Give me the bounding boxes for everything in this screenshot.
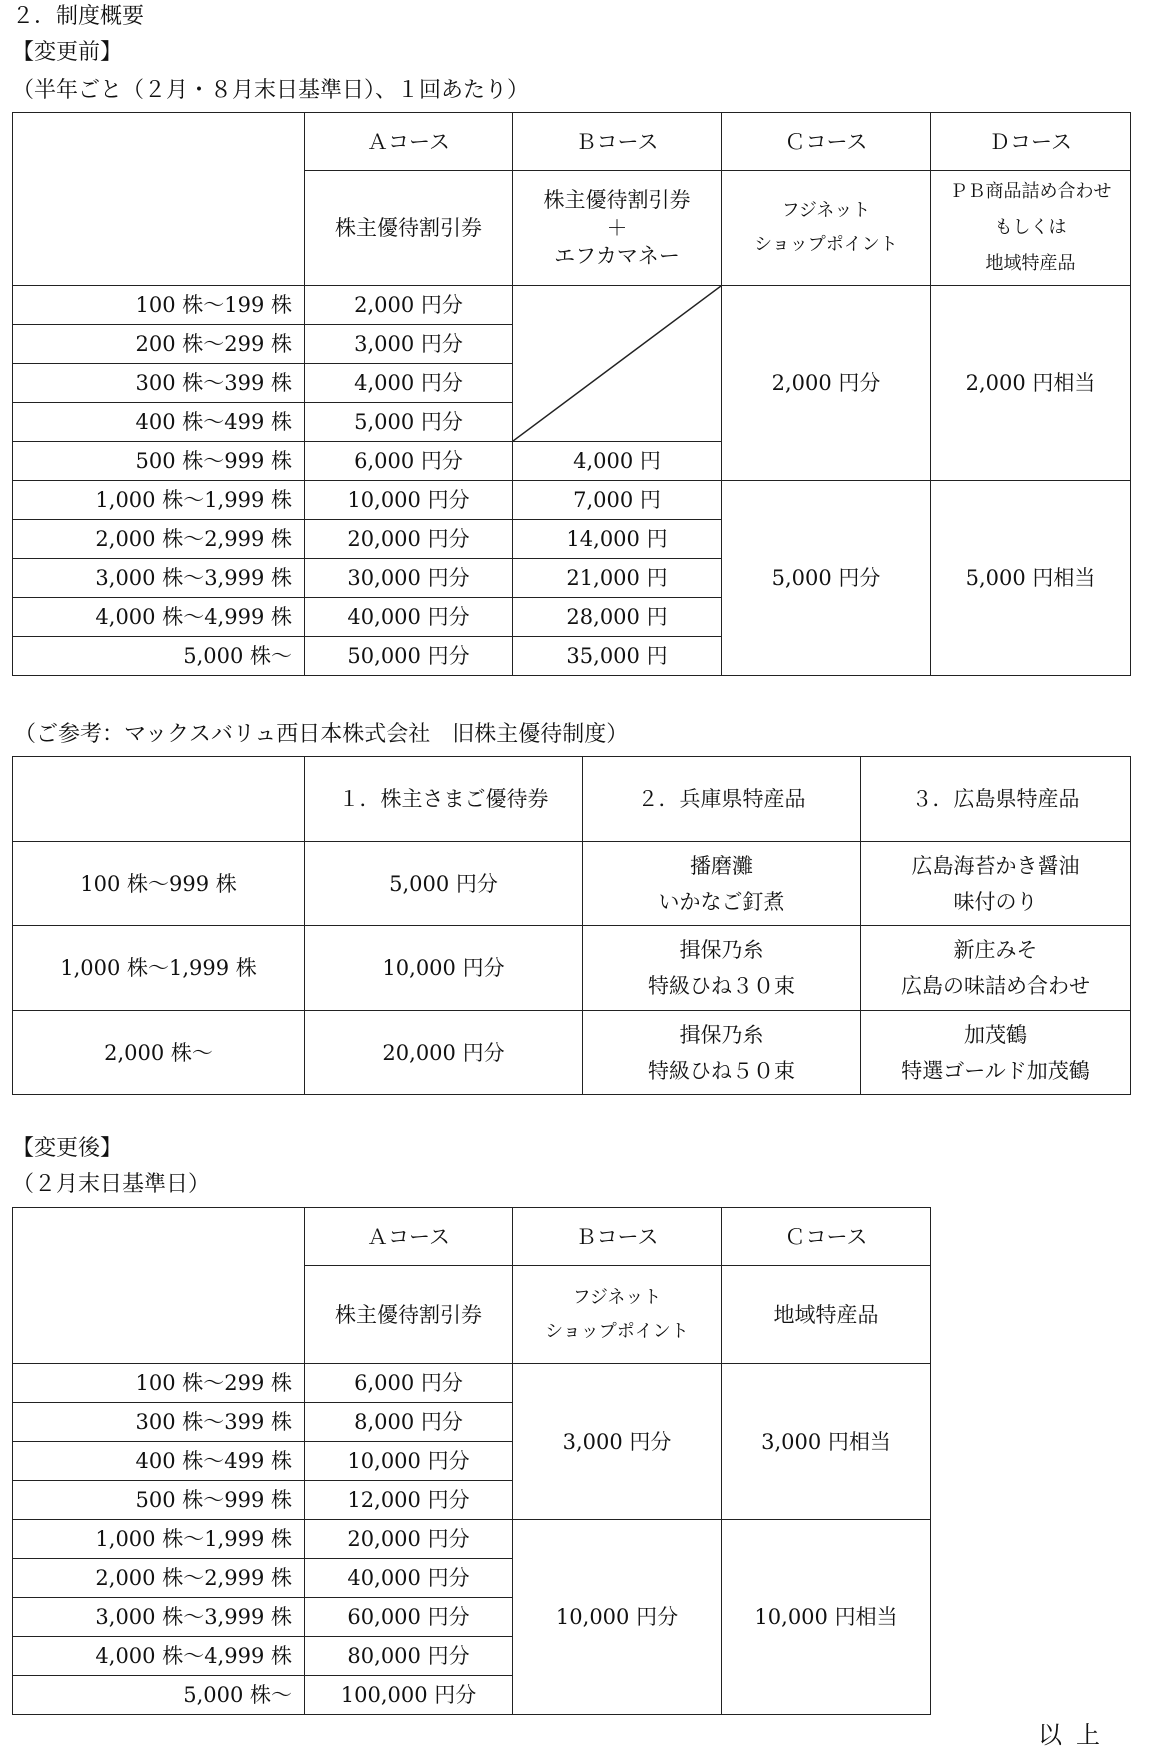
after-range: 4,000 株～4,999 株 xyxy=(13,1637,305,1676)
reference-hiroshima-line2: 広島の味詰め合わせ xyxy=(901,974,1090,998)
reference-hiroshima-line1: 加茂鶴 xyxy=(964,1022,1027,1047)
before-b-empty-cell xyxy=(513,286,722,442)
section-title: ２．制度概要 xyxy=(12,4,145,29)
after-content-b xyxy=(513,1266,722,1364)
after-note: （２月末日基準日） xyxy=(12,1172,211,1197)
before-course-b: Ｂコース xyxy=(513,113,722,171)
before-b-value: 21,000 円 xyxy=(513,559,722,598)
before-content-b xyxy=(513,171,722,286)
after-table xyxy=(12,1207,931,1715)
before-content-d-line3: 地域特産品 xyxy=(985,253,1076,274)
before-range: 200 株～299 株 xyxy=(13,325,305,364)
reference-hiroshima-line2: 特選ゴールド加茂鶴 xyxy=(901,1058,1090,1083)
before-c-group1: 2,000 円分 xyxy=(722,286,931,481)
after-c-group1: 3,000 円相当 xyxy=(722,1364,931,1520)
before-d-group1: 2,000 円相当 xyxy=(931,286,1131,481)
reference-range: 100 株～999 株 xyxy=(13,842,305,926)
before-b-value: 7,000 円 xyxy=(513,481,722,520)
after-content-c: 地域特産品 xyxy=(722,1266,931,1364)
before-a-value: 40,000 円分 xyxy=(305,598,513,637)
reference-range: 1,000 株～1,999 株 xyxy=(13,926,305,1011)
before-d-group2: 5,000 円相当 xyxy=(931,481,1131,676)
before-range: 2,000 株～2,999 株 xyxy=(13,520,305,559)
before-range: 100 株～199 株 xyxy=(13,286,305,325)
reference-voucher: 10,000 円分 xyxy=(305,926,583,1011)
before-c-group2: 5,000 円分 xyxy=(722,481,931,676)
before-content-d xyxy=(931,171,1131,286)
before-a-value: 30,000 円分 xyxy=(305,559,513,598)
before-b-value: 35,000 円 xyxy=(513,637,722,676)
before-content-d-line2: もしくは xyxy=(994,217,1067,238)
before-content-d-line1: ＰＢ商品詰め合わせ xyxy=(949,181,1112,202)
after-b-group1: 3,000 円分 xyxy=(513,1364,722,1520)
before-a-value: 3,000 円分 xyxy=(305,325,513,364)
after-course-a: Ａコース xyxy=(305,1208,513,1266)
reference-col-voucher: １．株主さまご優待券 xyxy=(305,757,583,842)
before-note: （半年ごと（２月・８月末日基準日）、１回あたり） xyxy=(12,78,530,103)
reference-hiroshima-line2: 味付のり xyxy=(953,889,1038,914)
reference-hyogo-line2: 特級ひね３０束 xyxy=(648,974,795,998)
before-content-b-line1: 株主優待割引券 xyxy=(543,188,691,212)
before-corner-cell xyxy=(13,113,305,286)
before-content-c xyxy=(722,171,931,286)
reference-hyogo xyxy=(583,842,861,926)
before-a-value: 4,000 円分 xyxy=(305,364,513,403)
before-b-value: 28,000 円 xyxy=(513,598,722,637)
after-a-value: 60,000 円分 xyxy=(305,1598,513,1637)
before-range: 300 株～399 株 xyxy=(13,364,305,403)
after-range: 400 株～499 株 xyxy=(13,1442,305,1481)
after-b-group2: 10,000 円分 xyxy=(513,1520,722,1715)
reference-hyogo xyxy=(583,926,861,1011)
after-range: 5,000 株～ xyxy=(13,1676,305,1715)
closing-text: 以上 xyxy=(1038,1721,1114,1749)
before-a-value: 10,000 円分 xyxy=(305,481,513,520)
reference-col-hiroshima: ３．広島県特産品 xyxy=(861,757,1131,842)
before-content-c-line1: フジネット xyxy=(781,200,871,221)
before-b-value: 4,000 円 xyxy=(513,442,722,481)
before-course-a: Ａコース xyxy=(305,113,513,171)
reference-hiroshima-line1: 新庄みそ xyxy=(953,938,1038,962)
after-course-b: Ｂコース xyxy=(513,1208,722,1266)
before-content-c-line2: ショップポイント xyxy=(754,234,898,255)
reference-hiroshima xyxy=(861,1011,1131,1095)
reference-range: 2,000 株～ xyxy=(13,1011,305,1095)
before-range: 1,000 株～1,999 株 xyxy=(13,481,305,520)
reference-hiroshima xyxy=(861,926,1131,1011)
after-corner-cell xyxy=(13,1208,305,1364)
after-range: 3,000 株～3,999 株 xyxy=(13,1598,305,1637)
after-range: 100 株～299 株 xyxy=(13,1364,305,1403)
reference-hyogo-line1: 揖保乃糸 xyxy=(679,938,764,962)
after-range: 300 株～399 株 xyxy=(13,1403,305,1442)
before-range: 5,000 株～ xyxy=(13,637,305,676)
after-range: 500 株～999 株 xyxy=(13,1481,305,1520)
before-a-value: 6,000 円分 xyxy=(305,442,513,481)
after-content-b-line2: ショップポイント xyxy=(545,1320,689,1342)
after-a-value: 10,000 円分 xyxy=(305,1442,513,1481)
before-course-d: Ｄコース xyxy=(931,113,1131,171)
reference-hyogo-line1: 揖保乃糸 xyxy=(679,1022,764,1047)
after-a-value: 20,000 円分 xyxy=(305,1520,513,1559)
before-table xyxy=(12,112,1131,676)
after-course-c: Ｃコース xyxy=(722,1208,931,1266)
after-a-value: 8,000 円分 xyxy=(305,1403,513,1442)
before-range: 500 株～999 株 xyxy=(13,442,305,481)
before-b-value: 14,000 円 xyxy=(513,520,722,559)
after-a-value: 6,000 円分 xyxy=(305,1364,513,1403)
reference-hyogo xyxy=(583,1011,861,1095)
after-content-b-line1: フジネット xyxy=(572,1286,662,1308)
reference-col-hyogo: ２．兵庫県特産品 xyxy=(583,757,861,842)
before-range: 3,000 株～3,999 株 xyxy=(13,559,305,598)
after-a-value: 40,000 円分 xyxy=(305,1559,513,1598)
after-range: 2,000 株～2,999 株 xyxy=(13,1559,305,1598)
diagonal-slash-icon xyxy=(513,286,721,441)
after-heading: 【変更後】 xyxy=(12,1136,123,1161)
reference-hiroshima-line1: 広島海苔かき醤油 xyxy=(911,853,1080,878)
reference-hiroshima xyxy=(861,842,1131,926)
before-a-value: 20,000 円分 xyxy=(305,520,513,559)
before-range: 400 株～499 株 xyxy=(13,403,305,442)
before-course-c: Ｃコース xyxy=(722,113,931,171)
reference-table xyxy=(12,756,1131,1095)
after-c-group2: 10,000 円相当 xyxy=(722,1520,931,1715)
before-a-value: 2,000 円分 xyxy=(305,286,513,325)
before-a-value: 5,000 円分 xyxy=(305,403,513,442)
before-content-b-line3: エフカマネー xyxy=(554,244,680,268)
after-content-a: 株主優待割引券 xyxy=(305,1266,513,1364)
after-a-value: 80,000 円分 xyxy=(305,1637,513,1676)
before-a-value: 50,000 円分 xyxy=(305,637,513,676)
reference-heading: （ご参考：マックスバリュ西日本株式会社 旧株主優待制度） xyxy=(14,722,629,747)
after-a-value: 100,000 円分 xyxy=(305,1676,513,1715)
reference-hyogo-line2: 特級ひね５０束 xyxy=(648,1058,795,1083)
after-a-value: 12,000 円分 xyxy=(305,1481,513,1520)
reference-corner-cell xyxy=(13,757,305,842)
before-content-b-line2: ＋ xyxy=(606,216,628,240)
reference-voucher: 20,000 円分 xyxy=(305,1011,583,1095)
reference-hyogo-line2: いかなご釘煮 xyxy=(658,889,785,914)
reference-voucher: 5,000 円分 xyxy=(305,842,583,926)
before-heading: 【変更前】 xyxy=(12,40,123,65)
before-range: 4,000 株～4,999 株 xyxy=(13,598,305,637)
before-content-a: 株主優待割引券 xyxy=(305,171,513,286)
after-range: 1,000 株～1,999 株 xyxy=(13,1520,305,1559)
reference-hyogo-line1: 播磨灘 xyxy=(690,853,753,878)
